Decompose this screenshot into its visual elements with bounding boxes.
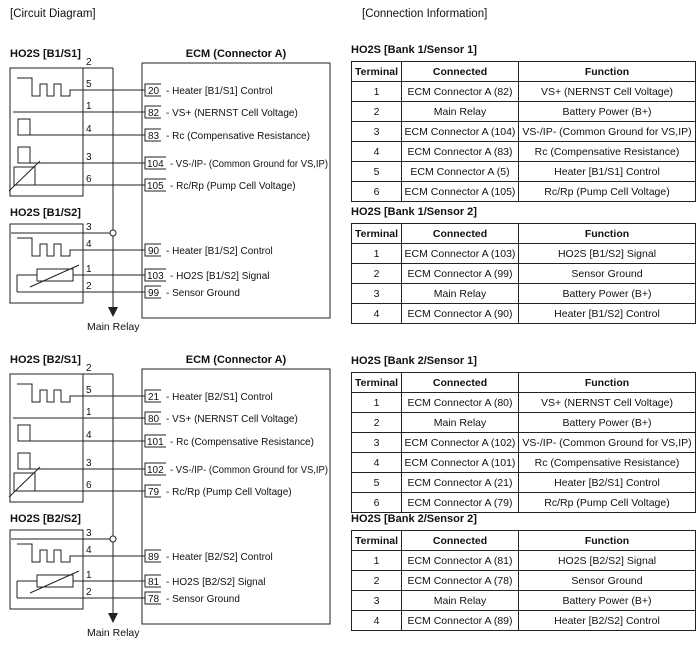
sensor-box (10, 530, 83, 609)
table-cell: Heater [B2/S1] Control (519, 473, 696, 493)
arrow-down-icon (108, 307, 118, 317)
resistor-symbol (18, 453, 30, 469)
column-header: Function (519, 224, 696, 244)
table-row (352, 162, 696, 182)
table-cell: ECM Connector A (80) (402, 393, 519, 413)
table-cell: Heater [B2/S2] Control (519, 611, 696, 631)
table-cell: 2 (352, 102, 402, 122)
table-cell: Rc/Rp (Pump Cell Voltage) (519, 182, 696, 202)
pin-label: - VS+ (NERNST Cell Voltage) (166, 414, 298, 425)
table-cell: ECM Connector A (82) (402, 82, 519, 102)
table-cell: 5 (352, 162, 402, 182)
table-row (352, 304, 696, 324)
main-relay-label: Main Relay (87, 627, 140, 639)
table-row (352, 591, 696, 611)
terminal-number: 4 (86, 545, 92, 556)
table-cell: Main Relay (402, 413, 519, 433)
table-cell: HO2S [B1/S2] Signal (519, 244, 696, 264)
table-row (352, 571, 696, 591)
table-row (352, 142, 696, 162)
terminal-number: 1 (86, 570, 92, 581)
table-title: HO2S [Bank 1/Sensor 1] (351, 44, 477, 56)
table-row (352, 102, 696, 122)
table-cell: 4 (352, 304, 402, 324)
variable-resistor-symbol (37, 575, 73, 587)
table-cell: Main Relay (402, 284, 519, 304)
table-cell: 2 (352, 571, 402, 591)
table-section-bank2-sensor2 (350, 513, 696, 631)
pin-number: 104 (147, 159, 164, 170)
table-cell: 6 (352, 493, 402, 513)
table-cell: 2 (352, 264, 402, 284)
header-row (352, 531, 696, 551)
table-cell: 3 (352, 591, 402, 611)
terminal-number: 4 (86, 124, 92, 135)
column-header: Terminal (352, 62, 402, 82)
table-row (352, 611, 696, 631)
terminal-number: 3 (86, 152, 92, 163)
table-row (352, 244, 696, 264)
pin-number: 80 (148, 414, 160, 425)
sensor-name: HO2S [B1/S1] (10, 48, 81, 60)
resistor-symbol (18, 119, 30, 135)
terminal-number: 2 (86, 281, 92, 292)
table-cell: Battery Power (B+) (519, 591, 696, 611)
sensor-name: HO2S [B1/S2] (10, 207, 81, 219)
table-cell: 4 (352, 611, 402, 631)
table-cell: VS-/IP- (Common Ground for VS,IP) (519, 122, 696, 142)
main-relay-label: Main Relay (87, 321, 140, 333)
table-cell: ECM Connector A (89) (402, 611, 519, 631)
column-header: Connected (402, 373, 519, 393)
terminal-number: 2 (86, 57, 92, 68)
ecm-title: ECM (Connector A) (185, 48, 287, 60)
column-header: Connected (402, 62, 519, 82)
table-row (352, 82, 696, 102)
table-cell: ECM Connector A (103) (402, 244, 519, 264)
pin-label: - Rc/Rp (Pump Cell Voltage) (170, 181, 296, 192)
column-header: Function (519, 62, 696, 82)
header-row (352, 373, 696, 393)
ecm-title: ECM (Connector A) (185, 354, 287, 366)
pin-label: - VS+ (NERNST Cell Voltage) (166, 108, 298, 119)
terminal-number: 5 (86, 79, 92, 90)
table-cell: ECM Connector A (83) (402, 142, 519, 162)
connection-info-panel (350, 0, 696, 667)
connection-table (351, 61, 696, 202)
connection-information-title: [Connection Information] (362, 8, 488, 20)
pin-number: 103 (147, 271, 164, 282)
table-row (352, 551, 696, 571)
table-row (352, 264, 696, 284)
terminal-number: 1 (86, 264, 92, 275)
resistor-symbol (18, 425, 30, 441)
circuit-group-bank1 (9, 48, 330, 333)
table-cell: ECM Connector A (78) (402, 571, 519, 591)
pin-number: 78 (148, 594, 160, 605)
table-cell: ECM Connector A (105) (402, 182, 519, 202)
pin-number: 83 (148, 131, 160, 142)
terminal-number: 5 (86, 385, 92, 396)
column-header: Function (519, 373, 696, 393)
column-header: Terminal (352, 531, 402, 551)
table-row (352, 122, 696, 142)
heater-symbol (17, 78, 145, 96)
table-cell: Heater [B1/S1] Control (519, 162, 696, 182)
table-cell: ECM Connector A (99) (402, 264, 519, 284)
table-section-bank2-sensor1 (350, 355, 696, 513)
table-row (352, 413, 696, 433)
table-section-bank1-sensor1 (350, 44, 696, 202)
terminal-number: 2 (86, 363, 92, 374)
table-title: HO2S [Bank 2/Sensor 2] (351, 513, 477, 525)
table-cell: Sensor Ground (519, 571, 696, 591)
variable-resistor-symbol (37, 269, 73, 281)
table-cell: Battery Power (B+) (519, 284, 696, 304)
pin-number: 81 (148, 577, 160, 588)
header-row (352, 62, 696, 82)
pin-number: 90 (148, 246, 160, 257)
sensor-name: HO2S [B2/S2] (10, 513, 81, 525)
table-cell: ECM Connector A (21) (402, 473, 519, 493)
table-row (352, 453, 696, 473)
table-cell: 5 (352, 473, 402, 493)
connection-table (351, 372, 696, 513)
connection-table (351, 223, 696, 324)
table-cell: Main Relay (402, 591, 519, 611)
table-cell: 2 (352, 413, 402, 433)
pin-label: - Heater [B2/S1] Control (166, 392, 273, 403)
table-section-bank1-sensor2 (350, 206, 696, 324)
table-cell: 6 (352, 182, 402, 202)
table-cell: Sensor Ground (519, 264, 696, 284)
pin-label: - VS-/IP- (Common Ground for VS,IP) (170, 159, 328, 170)
terminal-number: 3 (86, 458, 92, 469)
pin-label: - Sensor Ground (166, 594, 240, 605)
column-header: Terminal (352, 224, 402, 244)
pin-label: - Rc/Rp (Pump Cell Voltage) (166, 487, 292, 498)
header-row (352, 224, 696, 244)
table-title: HO2S [Bank 2/Sensor 1] (351, 355, 477, 367)
table-title: HO2S [Bank 1/Sensor 2] (351, 206, 477, 218)
table-cell: ECM Connector A (79) (402, 493, 519, 513)
pin-label: - VS-/IP- (Common Ground for VS,IP) (170, 465, 328, 476)
table-cell: 4 (352, 142, 402, 162)
column-header: Function (519, 531, 696, 551)
table-cell: 1 (352, 551, 402, 571)
pin-number: 89 (148, 552, 160, 563)
terminal-number: 6 (86, 174, 92, 185)
table-cell: Heater [B1/S2] Control (519, 304, 696, 324)
table-cell: ECM Connector A (101) (402, 453, 519, 473)
table-row (352, 473, 696, 493)
heater-symbol (17, 544, 145, 562)
circuit-diagram-title: [Circuit Diagram] (10, 8, 96, 20)
pin-number: 79 (148, 487, 160, 498)
pin-label: - Heater [B1/S1] Control (166, 86, 273, 97)
pin-number: 101 (147, 437, 164, 448)
terminal-number: 2 (86, 587, 92, 598)
pin-number: 82 (148, 108, 160, 119)
table-row (352, 433, 696, 453)
terminal-number: 3 (86, 528, 92, 539)
heater-symbol (17, 384, 145, 402)
table-cell: Battery Power (B+) (519, 413, 696, 433)
circuit-group-bank2 (9, 354, 330, 639)
pin-number: 99 (148, 288, 160, 299)
pin-number: 21 (148, 392, 160, 403)
table-cell: Battery Power (B+) (519, 102, 696, 122)
sensor-name: HO2S [B2/S1] (10, 354, 81, 366)
heater-symbol (17, 238, 145, 256)
terminal-number: 4 (86, 239, 92, 250)
table-cell: VS-/IP- (Common Ground for VS,IP) (519, 433, 696, 453)
pin-label: - HO2S [B2/S2] Signal (166, 577, 266, 588)
table-cell: ECM Connector A (104) (402, 122, 519, 142)
table-row (352, 393, 696, 413)
table-cell: Rc/Rp (Pump Cell Voltage) (519, 493, 696, 513)
table-cell: Rc (Compensative Resistance) (519, 142, 696, 162)
table-cell: 1 (352, 244, 402, 264)
table-cell: ECM Connector A (81) (402, 551, 519, 571)
table-cell: VS+ (NERNST Cell Voltage) (519, 393, 696, 413)
pin-label: - Heater [B2/S2] Control (166, 552, 273, 563)
table-cell: 4 (352, 453, 402, 473)
pin-number: 105 (147, 181, 164, 192)
terminal-number: 6 (86, 480, 92, 491)
sensor-box (10, 224, 83, 303)
terminal-number: 3 (86, 222, 92, 233)
pin-label: - HO2S [B1/S2] Signal (170, 271, 270, 282)
table-cell: 3 (352, 284, 402, 304)
table-cell: ECM Connector A (5) (402, 162, 519, 182)
junction-dot (110, 230, 116, 236)
resistor-symbol (18, 147, 30, 163)
table-row (352, 182, 696, 202)
terminal-number: 1 (86, 407, 92, 418)
pin-number: 102 (147, 465, 164, 476)
table-cell: VS+ (NERNST Cell Voltage) (519, 82, 696, 102)
connection-table (351, 530, 696, 631)
table-cell: Rc (Compensative Resistance) (519, 453, 696, 473)
table-cell: 1 (352, 393, 402, 413)
pin-label: - Heater [B1/S2] Control (166, 246, 273, 257)
table-cell: ECM Connector A (90) (402, 304, 519, 324)
table-cell: 3 (352, 122, 402, 142)
table-row (352, 493, 696, 513)
table-cell: 1 (352, 82, 402, 102)
table-cell: ECM Connector A (102) (402, 433, 519, 453)
table-cell: HO2S [B2/S2] Signal (519, 551, 696, 571)
column-header: Terminal (352, 373, 402, 393)
pin-label: - Rc (Compensative Resistance) (170, 437, 314, 448)
terminal-number: 1 (86, 101, 92, 112)
table-row (352, 284, 696, 304)
table-cell: Main Relay (402, 102, 519, 122)
column-header: Connected (402, 531, 519, 551)
pin-number: 20 (148, 86, 160, 97)
column-header: Connected (402, 224, 519, 244)
terminal-number: 4 (86, 430, 92, 441)
pin-label: - Rc (Compensative Resistance) (166, 131, 310, 142)
pin-label: - Sensor Ground (166, 288, 240, 299)
arrow-down-icon (108, 613, 118, 623)
junction-dot (110, 536, 116, 542)
table-cell: 3 (352, 433, 402, 453)
